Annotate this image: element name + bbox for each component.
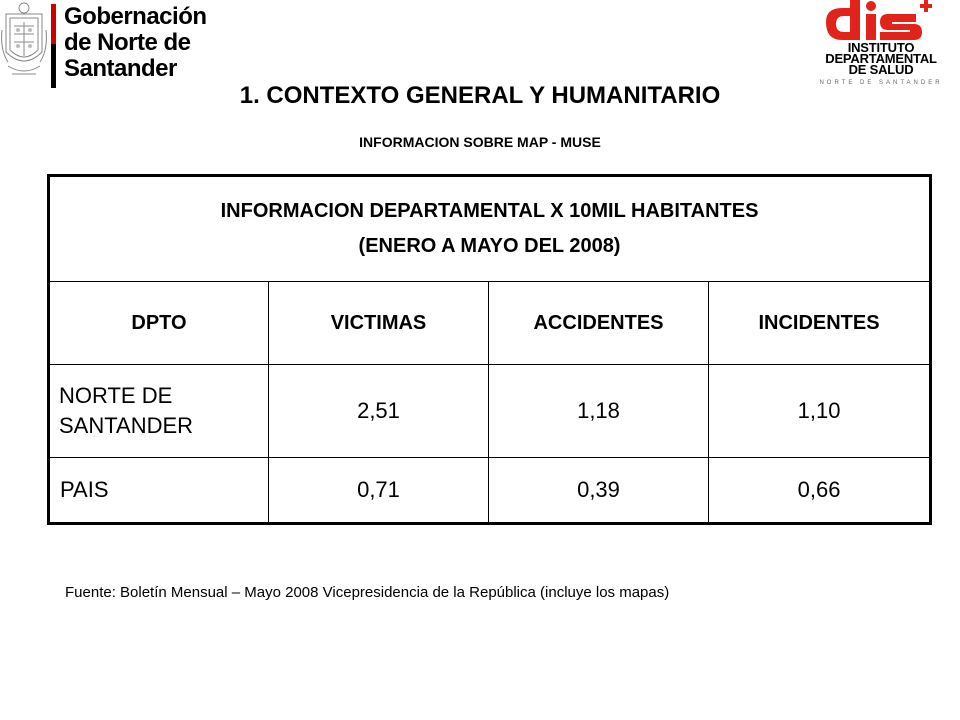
gobernacion-logo bbox=[0, 0, 207, 92]
page-title: 1. CONTEXTO GENERAL Y HUMANITARIO bbox=[239, 82, 721, 109]
instituto-logo-text: INSTITUTO DEPARTAMENTAL DE SALUD bbox=[825, 40, 937, 77]
table-row bbox=[49, 458, 931, 524]
accidentes-cell: 0,39 bbox=[489, 458, 709, 524]
table-header-period: (ENERO A MAYO DEL 2008) bbox=[358, 235, 621, 257]
page-subtitle: INFORMACION SOBRE MAP - MUSE bbox=[359, 134, 601, 150]
coat-of-arms-icon bbox=[0, 0, 48, 88]
incidentes-cell: 0,66 bbox=[709, 458, 931, 524]
victimas-cell: 0,71 bbox=[269, 458, 489, 524]
logo-divider bbox=[51, 4, 56, 88]
victimas-cell: 2,51 bbox=[269, 365, 489, 458]
dpto-cell: PAIS bbox=[49, 458, 269, 524]
table-row bbox=[49, 365, 931, 458]
column-header-incidentes: INCIDENTES bbox=[709, 282, 931, 365]
table-header-line: INFORMACION DEPARTAMENTAL X 10MIL HABITANTES bbox=[220, 200, 759, 222]
column-header-victimas: VICTIMAS bbox=[269, 282, 489, 365]
column-header-dpto: DPTO bbox=[49, 282, 269, 365]
column-header-accidentes: ACCIDENTES bbox=[489, 282, 709, 365]
table-header bbox=[49, 176, 931, 282]
data-table bbox=[47, 174, 932, 525]
dpto-cell bbox=[49, 365, 269, 458]
source-note: Fuente: Boletín Mensual – Mayo 2008 Vicepresidencia de la República (incluye los mapas) bbox=[65, 584, 670, 601]
accidentes-cell: 1,18 bbox=[489, 365, 709, 458]
gobernacion-logo-text: Gobernación de Norte de Santander bbox=[64, 3, 207, 82]
dpto-line: SANTANDER bbox=[59, 413, 194, 438]
column-headers-row bbox=[49, 282, 931, 365]
incidentes-cell: 1,10 bbox=[709, 365, 931, 458]
instituto-logo-subtitle: NORTE DE SANTANDER bbox=[819, 80, 943, 86]
dpto-line: NORTE DE bbox=[59, 383, 173, 408]
